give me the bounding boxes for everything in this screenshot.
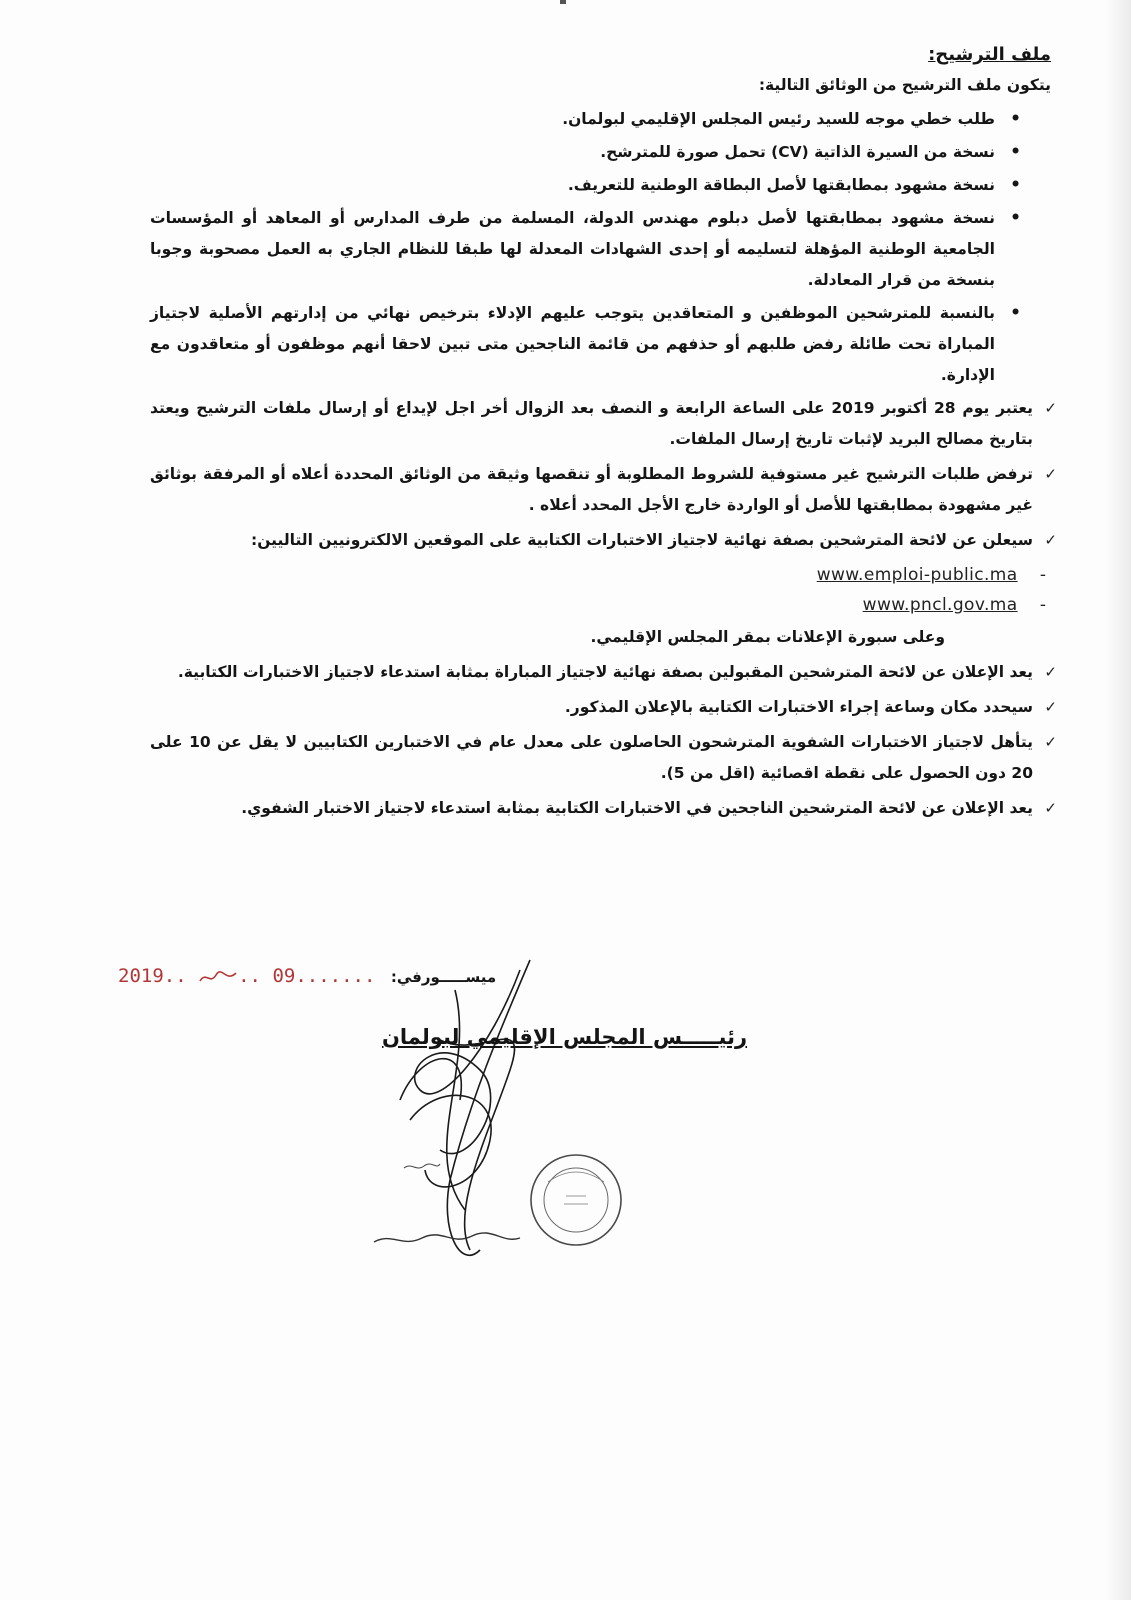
place-label: ميســـــورفي: [390,968,497,986]
website-row [150,590,1055,620]
date-line: 2019.. .. 09....... ميســـــورفي: [118,965,497,987]
signatory-title: رئيـــــس المجلس الإقليمي لبولمان [382,1025,748,1049]
section-title: ملف الترشيح: [928,44,1051,65]
board-note: وعلى سبورة الإعلانات بمقر المجلس الإقليمي. [590,628,945,646]
list-item: • نسخة مشهود بمطابقتها لأصل دبلوم مهندس الدولة، المسلمة من طرف المدارس أو المعاهد أو المؤسسات الجامعية الوطنية المؤهلة لتسليمه أو إحدى الشهادات المعدلة لها طبقا للنظام الجاري به العمل مصحوبة وجوبا بنسخة من قرار المعادلة. [150,203,995,296]
dash-marker: - [1039,595,1047,615]
list-item [150,727,1057,789]
scan-edge-shadow [1105,0,1131,1600]
condition-text: سيحدد مكان وساعة إجراء الاختبارات الكتابية بالإعلان المذكور. [564,698,1033,716]
required-documents-list [150,104,1055,391]
condition-text: ترفض طلبات الترشيح غير مستوفية للشروط المطلوبة أو تنقصها وثيقة من الوثائق المحددة أعلاه أو المرفقة بوثائق غير مشهودة بمطابقتها للأصل أو الواردة خارج الأجل المحدد أعلاه . [150,465,1033,514]
check-icon: ✓ [1044,698,1057,716]
section-intro: يتكون ملف الترشيح من الوثائق التالية: [758,76,1051,94]
website-link-emploi-public[interactable]: www.emploi-public.ma [816,565,1018,585]
list-item [150,793,1057,824]
date-year: 2019 [118,965,164,987]
check-icon: ✓ [1044,663,1057,681]
list-item [150,393,1057,455]
list-item: • طلب خطي موجه للسيد رئيس المجلس الإقليمي لبولمان. [150,104,995,135]
list-item [150,525,1057,556]
stamp-signer-name [372,1230,522,1254]
date-day: 09 [272,965,296,987]
handwriting-icon [402,1160,442,1174]
list-item: • نسخة مشهود بمطابقتها لأصل البطاقة الوطنية للتعريف. [150,170,995,201]
check-icon: ✓ [1044,799,1057,817]
condition-text: يعد الإعلان عن لائحة المترشحين المقبولين بصفة نهائية لاجتياز المباراة بمثابة استدعاء لاجتياز الاختبارات الكتابية. [177,663,1033,681]
list-item [150,692,1057,723]
check-icon: ✓ [1044,733,1057,751]
list-item [150,657,1057,688]
check-icon: ✓ [1044,399,1057,417]
list-item [150,459,1057,521]
stamp-name-line [402,1160,442,1177]
document-body [150,40,1055,828]
website-row [150,560,1055,590]
handwriting-icon [372,1230,522,1250]
handwritten-month-icon [198,967,238,987]
dash-marker: - [1039,565,1047,585]
check-icon: ✓ [1044,465,1057,483]
website-link-pncl[interactable]: www.pncl.gov.ma [862,595,1018,615]
list-item: • بالنسبة للمترشحين الموظفين و المتعاقدين يتوجب عليهم الإدلاء بترخيص نهائي من إدارتهم الأصلية لاجتياز المباراة تحت طائلة رفض طلبهم أو حذفهم من قائمة الناجحين متى تبين لاحقا أنهم موظفون أو متعاقدون مع الإدارة. [150,298,995,391]
condition-text: يعتبر يوم 28 أكتوبر 2019 على الساعة الرابعة و النصف بعد الزوال أخر اجل لإيداع أو إرسال ملفات الترشيح ويعتد بتاريخ مصالح البريد لإثبات تاريخ إرسال الملفات. [150,399,1033,448]
conditions-list-continued [150,657,1055,824]
condition-text: يتأهل لاجتياز الاختبارات الشفوية المترشحون الحاصلون على معدل عام في الاختبارين الكتابيين لا يقل عن 10 على 20 دون الحصول على نقطة اقصائية (اقل من 5). [150,733,1033,782]
check-icon: ✓ [1044,531,1057,549]
conditions-list [150,393,1055,556]
condition-text: يعد الإعلان عن لائحة المترشحين الناجحين في الاختبارات الكتابية بمثابة استدعاء لاجتياز الاختبار الشفوي. [241,799,1033,817]
list-item: • نسخة من السيرة الذاتية (CV) تحمل صورة للمترشح. [150,137,995,168]
condition-text: سيعلن عن لائحة المترشحين بصفة نهائية لاجتياز الاختبارات الكتابية على الموقعين الالكترونيين التاليين: [251,531,1033,549]
official-seal-icon [528,1152,624,1248]
scan-mark [560,0,566,4]
